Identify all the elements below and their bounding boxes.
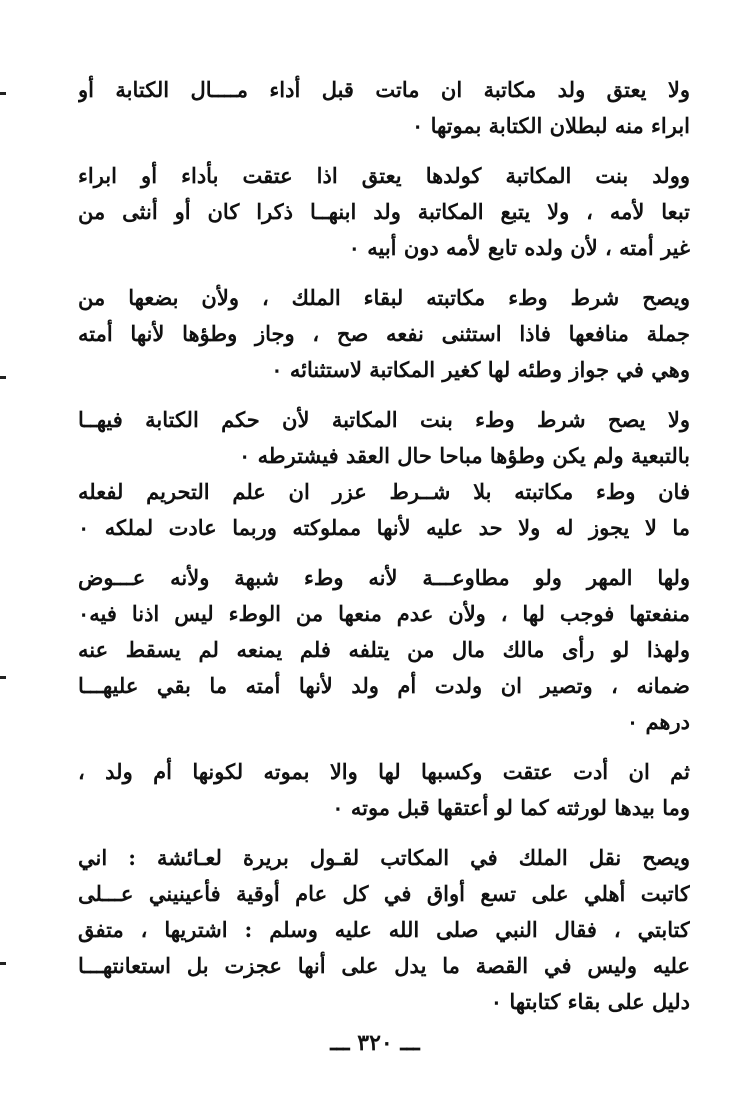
text-line: تبعا لأمه ، ولا يتبع المكاتبة ولد ابنهــا ذكرا كان أو أنثى من — [78, 199, 690, 224]
text-line: فان وطء مكاتبته بلا شــرط عزر ان علم التحريم لفعله — [78, 479, 690, 504]
text-line: ويصح شرط وطء مكاتبته لبقاء الملك ، ولأن بضعها من — [78, 285, 690, 310]
paragraph — [78, 280, 690, 388]
text-line: غير أمته ، لأن ولده تابع لأمه دون أبيه ٠ — [348, 235, 690, 260]
text-line: بالتبعية ولم يكن وطؤها مباحا حال العقد فيشترطه ٠ — [239, 443, 690, 468]
paragraph — [78, 840, 690, 1020]
text-line: كتابتي ، فقال النبي صلى الله عليه وسلم : اشتريها ، متفق — [78, 917, 690, 942]
text-line: دليل على بقاء كتابتها ٠ — [490, 989, 690, 1014]
paragraph — [78, 158, 690, 266]
text-line: ثم ان أدت عتقت وكسبها لها والا بموته لكونها أم ولد ، — [78, 759, 690, 784]
paragraph — [78, 560, 690, 740]
text-line: ولهذا لو رأى مالك مال من يتلفه فلم يمنعه لم يسقط عنه — [78, 637, 690, 662]
text-line: درهم ٠ — [626, 709, 690, 734]
margin-mark — [0, 676, 6, 679]
text-line: كاتبت أهلي على تسع أواق في كل عام أوقية فأعينيني عـــلى — [78, 881, 690, 906]
text-line: وولد بنت المكاتبة كولدها يعتق اذا عتقت بأداء أو ابراء — [78, 163, 690, 188]
text-line: منفعتها فوجب لها ، ولأن عدم منعها من الوطء ليس اذنا فيه٠ — [78, 601, 690, 626]
text-line: وهي في جواز وطئه لها كغير المكاتبة لاستثنائه ٠ — [271, 357, 690, 382]
text-line: ولا يصح شرط وطء بنت المكاتبة لأن حكم الكتابة فيهــا — [78, 407, 690, 432]
text-line: وما بيدها لورثته كما لو أعتقها قبل موته ٠ — [332, 795, 690, 820]
text-line: ويصح نقل الملك في المكاتب لقـول بريرة لعـائشة : اني — [78, 845, 690, 870]
paragraph — [78, 72, 690, 144]
text-line: عليه وليس في القصة ما يدل على أنها عجزت بل استعانتهـــا — [78, 953, 690, 978]
text-line: ولا يعتق ولد مكاتبة ان ماتت قبل أداء مــــال الكتابة أو — [78, 77, 690, 102]
paragraph — [78, 754, 690, 826]
text-line: ابراء منه لبطلان الكتابة بموتها ٠ — [412, 113, 690, 138]
text-line: ما لا يجوز له ولا حد عليه لأنها مملوكته وربما عادت لملكه ٠ — [78, 515, 690, 540]
text-line: ولها المهر ولو مطاوعـــة لأنه وطء شبهة ولأنه عـــوض — [78, 565, 690, 590]
page-number: ـــ ٣٢٠ ـــ — [330, 1030, 420, 1056]
text-column — [78, 72, 690, 1020]
margin-mark — [0, 92, 6, 95]
text-line: ضمانه ، وتصير ان ولدت أم ولد لأنها أمته ما بقي عليهـــا — [78, 673, 690, 698]
margin-mark — [0, 962, 6, 965]
paragraph — [78, 402, 690, 546]
margin-mark — [0, 376, 6, 379]
text-line: جملة منافعها فاذا استثنى نفعه صح ، وجاز وطؤها لأنها أمته — [78, 321, 690, 346]
